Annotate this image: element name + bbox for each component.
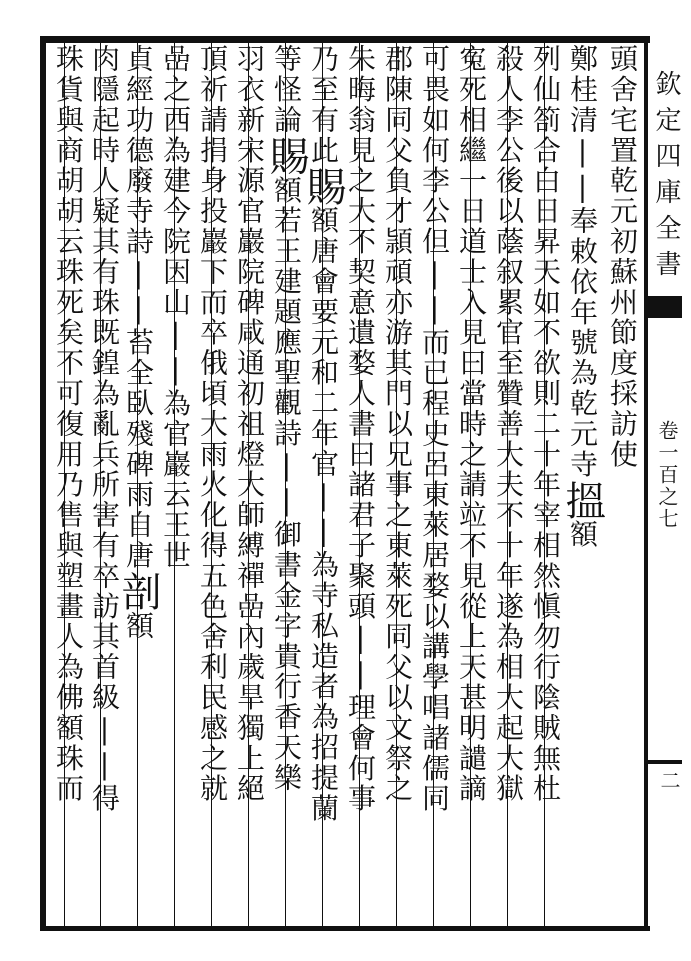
text-column [229, 44, 269, 924]
text-run: 頭舍宅置乾元初蘇州節度採訪使 [606, 44, 639, 470]
heading-character: 賜 [263, 135, 309, 176]
text-run: 肉隱起時人疑其有珠既鍠為亂兵所害有卒訪其首級||得 [88, 44, 121, 814]
text-run: 額唐會要元和二年官||為寺私造者為招提蘭 [307, 205, 340, 824]
page-border-bottom [40, 926, 650, 931]
text-column [525, 44, 565, 924]
heading-character: 搵 [559, 479, 605, 520]
text-run: 頂祈請捐身投巖下而卒俄頃大雨火化得五色舍利民感之就 [196, 44, 229, 804]
heading-character: 剖 [115, 570, 161, 611]
fish-tail-top [648, 296, 682, 318]
text-run: 殺人李公後以蔭叙累官至贊善大夫不十年遂為相大起大獄 [492, 44, 525, 804]
text-column [84, 44, 124, 924]
text-run: 額 [122, 610, 155, 642]
text-run: 朱晦翁見之大不契意遺婺人書曰諸君子聚頭||理會何事 [344, 44, 377, 814]
text-column [263, 44, 309, 924]
text-run: 嵒之西為建今院因山||為官巖云王世 [159, 44, 192, 571]
text-run: 寃死相繼一日道士入見曰當時之請竝不見從上天甚明譴謫 [455, 44, 488, 804]
text-column [451, 44, 491, 924]
text-column [559, 44, 605, 924]
text-column [155, 44, 195, 924]
text-column [377, 44, 417, 924]
page-border-top [40, 36, 650, 43]
text-column [192, 44, 232, 924]
text-column [48, 44, 88, 924]
heading-character: 賜 [300, 165, 346, 206]
text-run: 乃至有此 [307, 44, 340, 166]
text-column [602, 44, 642, 924]
text-column [340, 44, 380, 924]
text-run: 郡陳同父負才頴頑亦游其門以兄事之東萊死同父以文祭之 [381, 44, 414, 804]
text-run: 鄭桂清||奉敕依年號為乾元寺 [566, 44, 599, 480]
page-border-left [40, 36, 46, 931]
text-column [488, 44, 528, 924]
margin-title: 欽定四庫全書 [651, 70, 681, 286]
page-border-right [644, 36, 648, 931]
fish-tail-bottom [648, 760, 682, 764]
text-column [115, 44, 161, 924]
text-column [300, 44, 346, 924]
text-run: 珠貨與商胡胡云珠死矣不可復用乃售與塑畫人為佛額珠而 [52, 44, 85, 804]
text-run: 額 [566, 519, 599, 551]
text-run: 貞經功德廢寺詩||苔全臥殘碑雨自唐 [122, 44, 155, 571]
text-run: 列仙箚合白日昇天如不欲則二十年宰相然愼勿行陰賊無杜 [529, 44, 562, 804]
text-column [414, 44, 454, 924]
text-run: 可畏如何李公但||而已程史呂東萊居婺以講學唱諸儒同 [418, 44, 451, 814]
text-run: 羽衣新宋源官巖院碑咸通初祖燈大師縛禪嵒內歲旱獨上絕 [233, 44, 266, 804]
margin-juan: 卷一百之七 [655, 420, 679, 530]
text-run: 等怪論 [270, 44, 303, 136]
text-run: 額若王建題應聖觀詩||御書金字貴行香天樂 [270, 175, 303, 794]
margin-page-number: 二 [657, 770, 681, 790]
